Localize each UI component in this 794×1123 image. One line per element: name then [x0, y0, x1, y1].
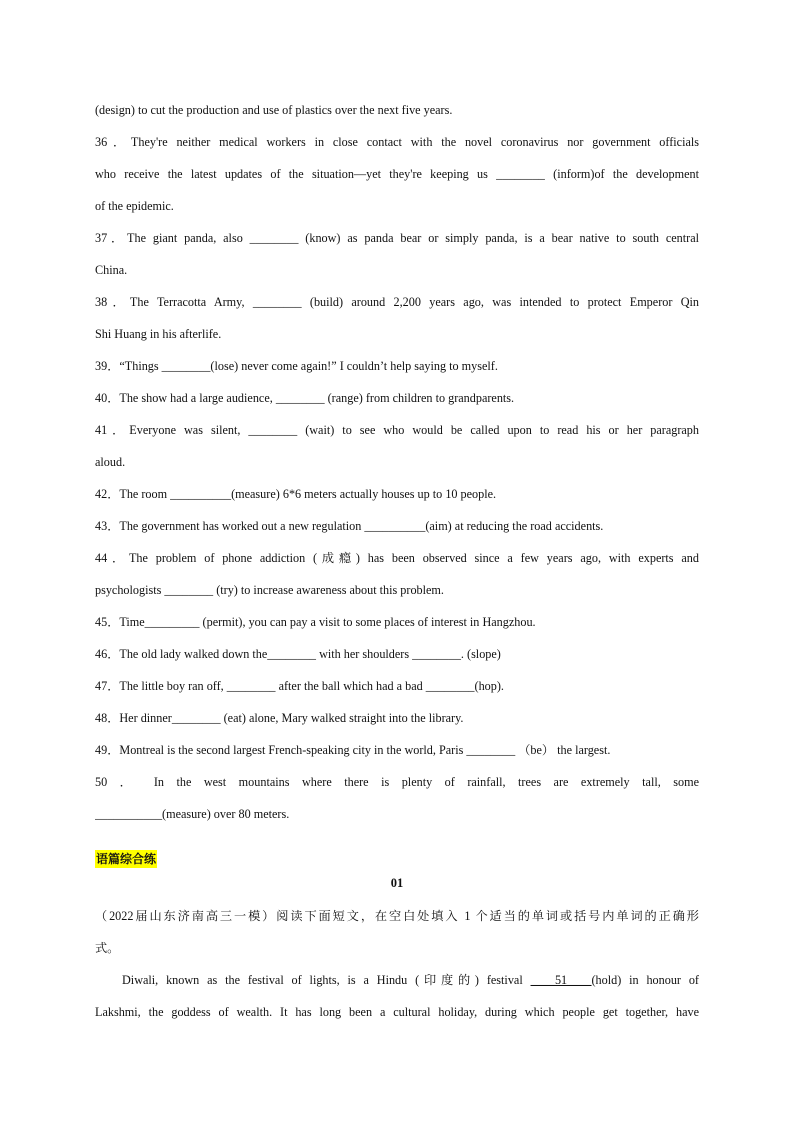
exercise-line: 37．The giant panda, also ________ (know) as panda bear or simply panda, is a bear native to south central	[95, 231, 699, 245]
exercise-line: (design) to cut the production and use of plastics over the next five years.	[95, 103, 453, 117]
exercise-line: 40．The show had a large audience, ________ (range) from children to grandparents.	[95, 391, 515, 405]
passage-line: Lakshmi, the goddess of wealth. It has long been a cultural holiday, during which people get together, have	[95, 1005, 699, 1019]
exercise-line: who receive the latest updates of the situation—yet they're keeping us ________ (inform)of the development	[95, 167, 699, 181]
passage-text: Diwali, known as the festival of lights, is a Hindu (印度的) festival	[122, 973, 531, 987]
exercise-line: 47．The little boy ran off, ________ after the ball which had a bad ________(hop).	[95, 679, 504, 693]
exercise-list	[95, 97, 699, 833]
exercise-line: 46．The old lady walked down the________ with her shoulders ________. (slope)	[95, 647, 501, 661]
exercise-line: 50 ． In the west mountains where there is plenty of rainfall, trees are extremely tall, some	[95, 775, 699, 789]
exercise-line: 36．They're neither medical workers in close contact with the novel coronavirus nor government officials	[95, 135, 699, 149]
exercise-line: 39．“Things ________(lose) never come again!” I couldn’t help saying to myself.	[95, 359, 498, 373]
exercise-line: 44．The problem of phone addiction (成瘾) has been observed since a few years ago, with experts and	[95, 551, 699, 565]
exercise-line: 38．The Terracotta Army, ________ (build) around 2,200 years ago, was intended to protect Emperor Qin	[95, 295, 699, 309]
exercise-line: Shi Huang in his afterlife.	[95, 327, 222, 341]
passage-instruction: （2022届山东济南高三一模）阅读下面短文，在空白处填入 1 个适当的单词或括号内单词的正确形	[95, 909, 699, 923]
exercise-line: 42．The room __________(measure) 6*6 meters actually houses up to 10 people.	[95, 487, 497, 501]
exercise-line: 45．Time_________ (permit), you can pay a visit to some places of interest in Hangzhou.	[95, 615, 536, 629]
exercise-line: aloud.	[95, 455, 126, 469]
exercise-line: China.	[95, 263, 128, 277]
exercise-line: 48．Her dinner________ (eat) alone, Mary walked straight into the library.	[95, 711, 464, 725]
passage	[95, 903, 699, 1031]
exercise-line: ___________(measure) over 80 meters.	[95, 807, 290, 821]
exercise-line: of the epidemic.	[95, 199, 174, 213]
passage-instruction-cont: 式。	[95, 941, 120, 955]
exercise-line: 41．Everyone was silent, ________ (wait) to see who would be called upon to read his or her paragraph	[95, 423, 699, 437]
passage-line	[95, 967, 699, 999]
passage-number: 01	[390, 876, 404, 890]
exercise-line: 43．The government has worked out a new regulation __________(aim) at reducing the road accidents.	[95, 519, 604, 533]
exercise-line: 49．Montreal is the second largest French-speaking city in the world, Paris ________ （be） the largest.	[95, 743, 611, 757]
section-heading: 语篇综合练	[96, 852, 157, 866]
exercise-line: psychologists ________ (try) to increase awareness about this problem.	[95, 583, 444, 597]
blank-51: ____51____	[530, 973, 592, 987]
passage-text: (hold) in honour of	[591, 973, 699, 987]
